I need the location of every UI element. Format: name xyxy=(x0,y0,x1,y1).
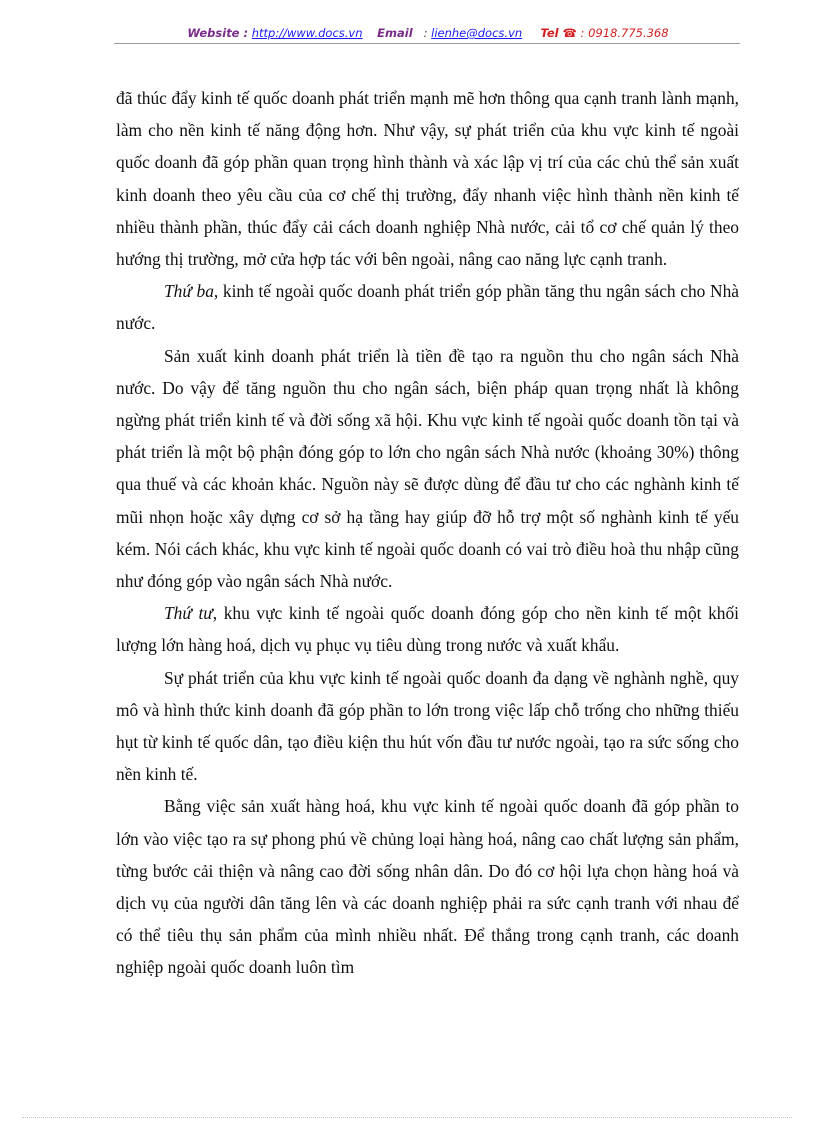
tel-number: : 0918.775.368 xyxy=(580,26,669,40)
paragraph-2 xyxy=(116,275,739,339)
paragraph-text: , khu vực kinh tế ngoài quốc doanh đóng góp cho nền kinh tế một khối lượng lớn hàng hoá, dịch vụ phục vụ tiêu dùng trong nước và xuất khẩu. xyxy=(116,603,739,656)
page-bottom-border xyxy=(22,1117,792,1118)
paragraph-text: Bằng việc sản xuất hàng hoá, khu vực kinh tế ngoài quốc doanh đã góp phần to lớn vào việc tạo ra sự phong phú về chủng loại hàng hoá, nâng cao chất lượng sản phẩm, từng bước cải thiện và nâng cao đời sống nhân dân. Do đó cơ hội lựa chọn hàng hoá và dịch vụ của người dân tăng lên và các doanh nghiệp phải ra sức cạnh tranh với nhau để có thể tiêu thụ sản phẩm của mình nhiều nhất. Để thắng trong cạnh tranh, các doanh nghiệp ngoài quốc doanh luôn tìm xyxy=(116,796,739,978)
website-label: Website : xyxy=(187,26,249,40)
document-body xyxy=(116,82,739,984)
email-label: Email xyxy=(377,26,413,40)
paragraph-text: Sự phát triển của khu vực kinh tế ngoài quốc doanh đa dạng về nghành nghề, quy mô và hình thức kinh doanh đã góp phần to lớn trong việc lấp chỗ trống cho những thiếu hụt từ kinh tế quốc dân, tạo điều kiện thu hút vốn đầu tư nước ngoài, tạo ra sức sống cho nền kinh tế. xyxy=(116,667,739,785)
paragraph-lead: Thứ tư xyxy=(164,603,213,624)
website-link[interactable]: http://www.docs.vn xyxy=(251,26,363,40)
paragraph-6 xyxy=(116,790,739,983)
paragraph-1 xyxy=(116,82,739,275)
paragraph-text: đã thúc đẩy kinh tế quốc doanh phát triển mạnh mẽ hơn thông qua cạnh tranh lành mạnh, làm cho nền kinh tế năng động hơn. Như vậy, sự phát triển của khu vực kinh tế ngoài quốc doanh đã góp phần quan trọng hình thành và xác lập vị trí của các chủ thể sản xuất kinh doanh theo yêu cầu của cơ chế thị trường, đẩy nhanh việc hình thành nền kinh tế nhiều thành phần, thúc đẩy cải cách doanh nghiệp Nhà nước, cải tổ cơ chế quản lý theo hướng thị trường, mở cửa hợp tác với bên ngoài, nâng cao năng lực cạnh tranh. xyxy=(116,88,739,270)
paragraph-3 xyxy=(116,340,739,598)
tel-label: Tel ☎ xyxy=(540,26,577,40)
paragraph-5 xyxy=(116,662,739,791)
paragraph-text: , kinh tế ngoài quốc doanh phát triển góp phần tăng thu ngân sách cho Nhà nước. xyxy=(116,281,739,334)
header-divider xyxy=(114,43,740,44)
email-separator: : xyxy=(423,26,428,40)
paragraph-text: Sản xuất kinh doanh phát triển là tiền đề tạo ra nguồn thu cho ngân sách Nhà nước. Do vậy để tăng nguồn thu cho ngân sách, biện pháp quan trọng nhất là không ngừng phát triển kinh tế và đời sống xã hội. Khu vực kinh tế ngoài quốc doanh tồn tại và phát triển là một bộ phận đóng góp to lớn cho ngân sách Nhà nước (khoảng 30%) thông qua thuế và các khoản khác. Nguồn này sẽ được dùng để đầu tư cho các nghành kinh tế mũi nhọn hoặc xây dựng cơ sở hạ tầng hay giúp đỡ hỗ trợ một số nghành kinh tế yếu kém. Nói cách khác, khu vực kinh tế ngoài quốc doanh có vai trò điều hoà thu nhập cũng như đóng góp vào ngân sách Nhà nước. xyxy=(116,345,739,592)
page-header xyxy=(116,24,740,42)
paragraph-lead: Thứ ba xyxy=(164,281,214,302)
paragraph-4 xyxy=(116,597,739,661)
email-link[interactable]: lienhe@docs.vn xyxy=(431,26,523,40)
